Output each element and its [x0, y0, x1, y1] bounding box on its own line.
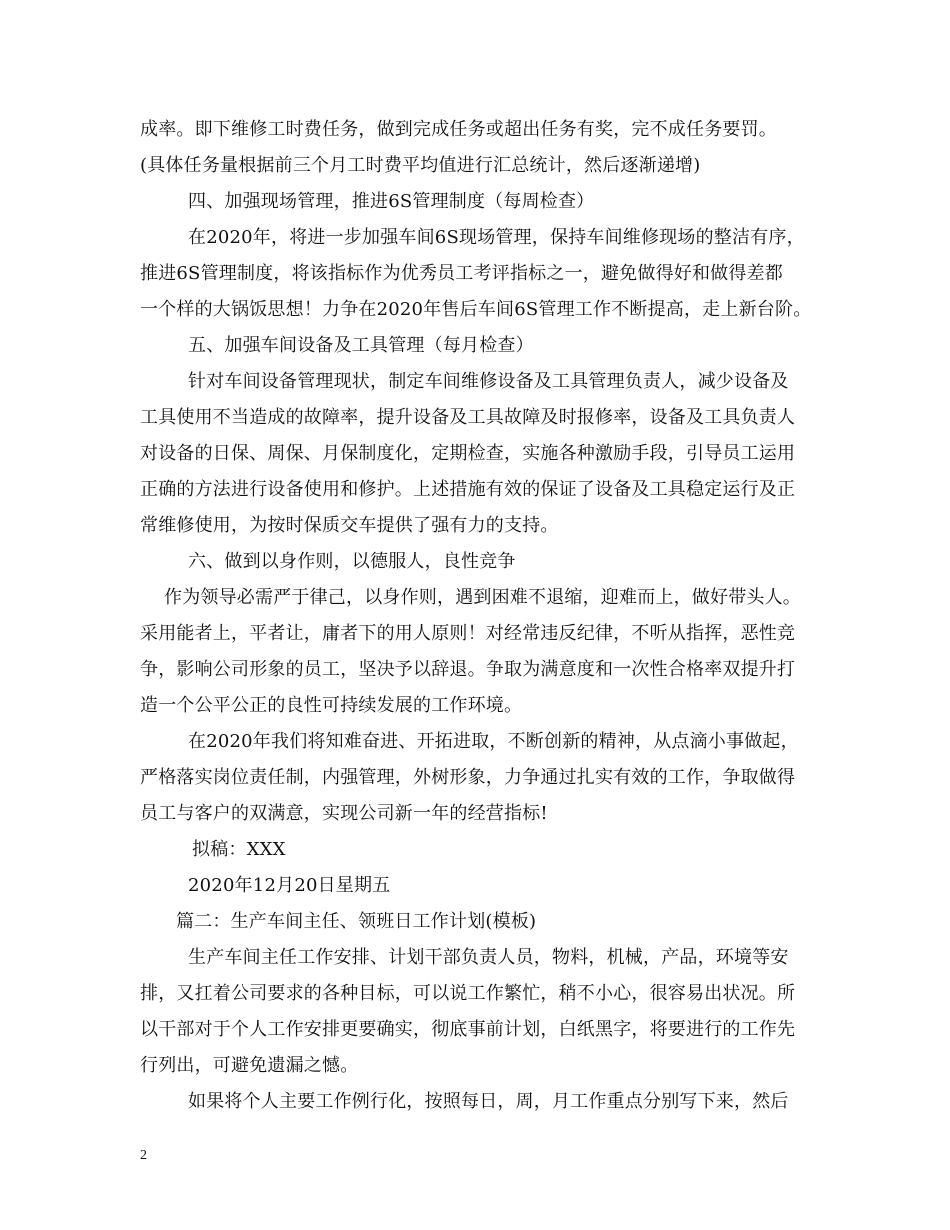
text-line: 生产车间主任工作安排、计划干部负责人员，物料，机械，产品，环境等安	[188, 947, 789, 968]
section-heading: 六、做到以身作则，以德服人，良性竞争	[188, 551, 516, 572]
text-line: 对设备的日保、周保、月保制度化，定期检查，实施各种激励手段，引导员工运用	[140, 443, 796, 464]
text-line: 如果将个人主要工作例行化，按照每日，周，月工作重点分别写下来，然后	[188, 1091, 789, 1112]
section-heading: 篇二：生产车间主任、领班日工作计划(模板)	[176, 911, 537, 932]
text-line: 针对车间设备管理现状，制定车间维修设备及工具管理负责人，减少设备及	[188, 371, 789, 392]
text-line: 一个样的大锅饭思想！力争在2020年售后车间6S管理工作不断提高，走上新台阶。	[140, 299, 812, 320]
text-line: 工具使用不当造成的故障率，提升设备及工具故障及时报修率，设备及工具负责人	[140, 407, 796, 428]
text-line: 推进6S管理制度，将该指标作为优秀员工考评指标之一，避免做得好和做得差都	[140, 263, 783, 284]
text-line: 常维修使用，为按时保质交车提供了强有力的支持。	[140, 515, 559, 536]
section-heading: 五、加强车间设备及工具管理（每月检查）	[188, 335, 534, 356]
text-line: 以干部对于个人工作安排更要确实，彻底事前计划，白纸黑字，将要进行的工作先	[140, 1019, 796, 1040]
text-line: 排，又扛着公司要求的各种目标，可以说工作繁忙，稍不小心，很容易出状况。所	[140, 983, 796, 1004]
text-line: 造一个公平公正的良性可持续发展的工作环境。	[140, 695, 523, 716]
text-line: 行列出，可避免遗漏之憾。	[140, 1055, 359, 1076]
text-line: 员工与客户的双满意，实现公司新一年的经营指标!	[140, 803, 548, 824]
date-line: 2020年12月20日星期五	[188, 875, 391, 896]
text-line: 在2020年我们将知难奋进、开拓进取，不断创新的精神，从点滴小事做起，	[188, 731, 799, 752]
text-line: 作为领导必需严于律己，以身作则，遇到困难不退缩，迎难而上，做好带头人。	[164, 587, 801, 608]
drafter-line: 拟稿：XXX	[192, 839, 286, 860]
text-line: 正确的方法进行设备使用和修护。上述措施有效的保证了设备及工具稳定运行及正	[140, 479, 796, 500]
text-line: (具体任务量根据前三个月工时费平均值进行汇总统计，然后逐渐递增)	[140, 155, 701, 176]
text-line: 争，影响公司形象的员工，坚决予以辞退。争取为满意度和一次性合格率双提升打	[140, 659, 796, 680]
section-heading: 四、加强现场管理，推进6S管理制度（每周检查）	[188, 191, 595, 212]
text-line: 在2020年，将进一步加强车间6S现场管理，保持车间维修现场的整洁有序，	[188, 227, 805, 248]
text-line: 严格落实岗位责任制，内强管理，外树形象，力争通过扎实有效的工作，争取做得	[140, 767, 796, 788]
text-line: 采用能者上，平者让，庸者下的用人原则！对经常违反纪律，不听从指挥，恶性竞	[140, 623, 796, 644]
page-number: 2	[140, 1148, 147, 1163]
text-line: 成率。即下维修工时费任务，做到完成任务或超出任务有奖，完不成任务要罚。	[140, 119, 777, 140]
